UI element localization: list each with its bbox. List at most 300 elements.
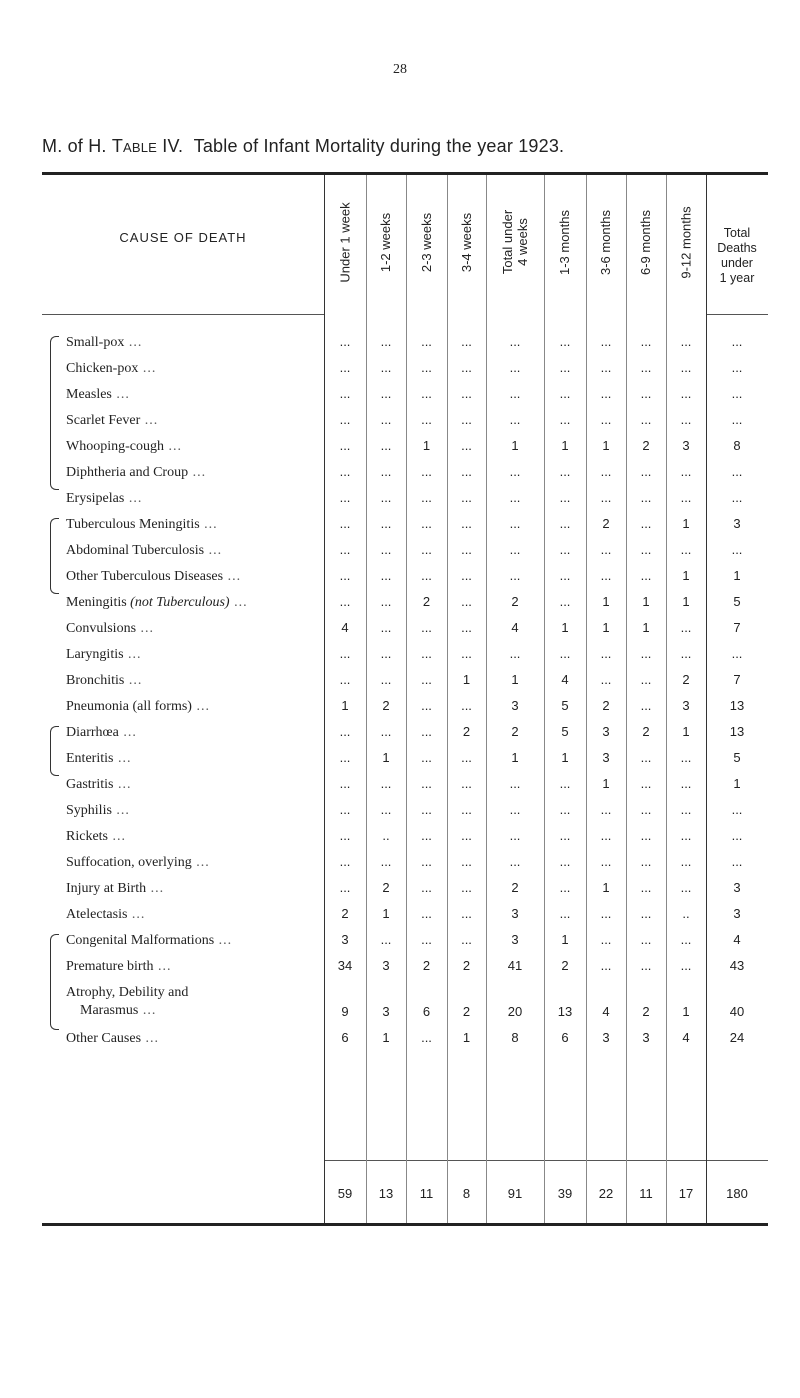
table-cell: ...	[421, 854, 432, 869]
table-cell: ...	[461, 802, 472, 817]
table-cell: ...	[680, 334, 692, 349]
table-cell: ...	[559, 854, 571, 869]
table-cell: ...	[509, 516, 521, 531]
table-cell: ...	[421, 516, 432, 531]
table-cell: 24	[729, 1030, 745, 1045]
table-cell: 2	[602, 698, 610, 713]
row-cause-label	[66, 1030, 322, 1048]
table-cell: ...	[380, 802, 392, 817]
column-header	[366, 178, 406, 306]
column-header-label	[599, 209, 614, 274]
table-cell: 4	[682, 1030, 690, 1045]
table-cell: 13	[729, 698, 745, 713]
table-cell: 2	[511, 880, 519, 895]
table-cell: ...	[421, 568, 432, 583]
table-cell: ...	[461, 360, 472, 375]
table-cell: ...	[509, 490, 521, 505]
row-cause-label	[66, 412, 322, 430]
cause-name: Rickets	[66, 829, 108, 844]
table-cell: 40	[729, 1004, 745, 1019]
table-cell: 5	[561, 724, 569, 739]
table-cell: ...	[559, 776, 571, 791]
table-cell: ...	[640, 958, 652, 973]
cause-name: Bronchitis	[66, 673, 125, 688]
table-cell: ...	[339, 750, 351, 765]
table-cell: 2	[511, 594, 519, 609]
table-cell: ...	[680, 464, 692, 479]
table-cell: 3	[733, 516, 741, 531]
table-cell: 4	[341, 620, 349, 635]
column-header-line: 2-3 weeks	[419, 212, 434, 272]
table-cell: ...	[731, 334, 743, 349]
table-cell: ...	[559, 386, 571, 401]
leader-dots: ...	[153, 959, 172, 974]
table-cell: ...	[421, 880, 432, 895]
leader-dots: ...	[113, 777, 132, 792]
table-cell: 5	[561, 698, 569, 713]
table-cell: ...	[600, 386, 612, 401]
leader-dots: ...	[191, 699, 210, 714]
leader-dots: ...	[229, 595, 248, 610]
table-cell: ...	[600, 672, 612, 687]
table-cell: ...	[640, 334, 652, 349]
table-cell: ...	[600, 360, 612, 375]
table-cell: ...	[640, 672, 652, 687]
table-cell: ...	[339, 412, 351, 427]
table-cell: ...	[640, 490, 652, 505]
table-cell: ...	[339, 672, 351, 687]
row-cause-label	[66, 776, 322, 794]
table-cell: ...	[680, 776, 692, 791]
cause-name: Injury at Birth	[66, 881, 147, 896]
total-cell: 17	[678, 1186, 694, 1201]
cause-name: Laryngitis	[66, 647, 124, 662]
table-cell: ...	[380, 594, 392, 609]
table-cell: ...	[680, 646, 692, 661]
table-cell: ...	[559, 464, 571, 479]
table-cell: 1	[602, 620, 610, 635]
table-cell: ...	[559, 880, 571, 895]
table-cell: ...	[509, 646, 521, 661]
table-cell: ...	[640, 828, 652, 843]
table-cell: 41	[507, 958, 523, 973]
table-cell: ...	[421, 542, 432, 557]
row-cause-label	[66, 932, 322, 950]
table-cell: 2	[422, 958, 431, 973]
table-cell: 2	[462, 724, 471, 739]
table-cell: 4	[511, 620, 519, 635]
header-underline-cause	[42, 314, 324, 315]
row-cause-label	[66, 334, 322, 352]
table-cell: ...	[559, 360, 571, 375]
table-cell: ...	[509, 854, 521, 869]
table-cell: ...	[339, 594, 351, 609]
table-cell: ...	[600, 854, 612, 869]
cause-name: Measles	[66, 387, 112, 402]
table-cell: ...	[380, 620, 392, 635]
cause-name: Chicken-pox	[66, 361, 139, 376]
table-cell: ...	[600, 646, 612, 661]
column-header-line: 4 weeks	[515, 218, 531, 266]
table-cell: 1	[382, 750, 390, 765]
column-header-line: 3-6 months	[598, 209, 614, 275]
cause-name: Other Causes	[66, 1031, 142, 1046]
table-cell: 1	[682, 568, 690, 583]
table-cell: 3	[602, 724, 610, 739]
table-cell: ...	[680, 412, 692, 427]
table-cell: 1	[561, 750, 569, 765]
table-cell: ...	[559, 516, 571, 531]
table-cell: 1	[561, 620, 569, 635]
leader-dots: ...	[163, 439, 182, 454]
cause-name: Enteritis	[66, 751, 114, 766]
table-cell: 1	[422, 438, 431, 453]
table-cell: 2	[642, 438, 650, 453]
total-cell: 59	[337, 1186, 353, 1201]
column-header-line: 1-2 weeks	[378, 212, 394, 272]
group-bracket	[50, 726, 59, 776]
leader-dots: ...	[108, 829, 126, 844]
table-cell: ...	[640, 750, 652, 765]
column-header	[544, 178, 586, 306]
table-cell: 1	[602, 438, 610, 453]
table-cell: ...	[380, 568, 392, 583]
column-header-line: 3-4 weeks	[459, 212, 474, 272]
table-cell: 1	[602, 880, 610, 895]
table-cell: 4	[602, 1004, 610, 1019]
table-cell: ...	[509, 360, 521, 375]
row-cause-label	[66, 672, 322, 690]
cause-name: Congenital Malformations	[66, 933, 215, 948]
table-cell: ...	[731, 542, 743, 557]
table-cell: 2	[382, 880, 390, 895]
column-header-line: 6-9 months	[638, 209, 654, 275]
table-cell: 13	[557, 1004, 573, 1019]
table-cell: ...	[380, 932, 392, 947]
column-header	[666, 178, 706, 306]
group-bracket	[50, 934, 59, 1030]
cause-name: Atrophy, Debility and	[66, 985, 189, 1000]
column-header	[447, 178, 486, 306]
table-cell: ...	[640, 542, 652, 557]
table-bottom-rule	[42, 1223, 768, 1226]
cause-name: Gastritis	[66, 777, 114, 792]
column-header-label	[338, 202, 353, 282]
row-cause-label	[66, 646, 322, 664]
column-header-label	[558, 209, 573, 274]
table-cell: ...	[461, 646, 472, 661]
table-cell: 1	[682, 1004, 690, 1019]
leader-dots: ...	[140, 413, 159, 428]
row-cause-label	[66, 594, 322, 612]
table-cell: 1	[382, 906, 390, 921]
table-cell: ...	[640, 802, 652, 817]
table-cell: 6	[341, 1030, 349, 1045]
cause-name: Pneumonia (all forms)	[66, 699, 192, 714]
table-cell: 1	[341, 698, 349, 713]
table-cell: 8	[733, 438, 741, 453]
column-header-line: 9-12 months	[678, 205, 694, 279]
leader-dots: ...	[127, 907, 146, 922]
table-cell: 3	[602, 750, 610, 765]
cause-name: Premature birth	[66, 959, 154, 974]
table-cell: ...	[559, 412, 571, 427]
table-cell: ...	[731, 828, 743, 843]
leader-dots: ...	[138, 361, 157, 376]
table-cell: ...	[600, 542, 612, 557]
table-cell: ...	[731, 386, 743, 401]
table-cell: ...	[461, 568, 472, 583]
table-cell: ...	[731, 854, 743, 869]
row-cause-label	[66, 568, 322, 586]
table-cell: ...	[640, 568, 652, 583]
table-cell: 2	[341, 906, 349, 921]
row-cause-label	[66, 386, 322, 404]
table-cell: ...	[461, 412, 472, 427]
table-cell: ...	[731, 802, 743, 817]
table-cell: ...	[461, 750, 472, 765]
row-cause-label	[66, 880, 322, 898]
table-cell: 5	[733, 594, 741, 609]
table-cell: ...	[461, 464, 472, 479]
table-cell: ...	[339, 334, 351, 349]
table-cell: ...	[509, 776, 521, 791]
table-cell: ...	[380, 360, 392, 375]
table-cell: ..	[382, 828, 390, 843]
table-cell: ...	[461, 828, 472, 843]
table-cell: ...	[461, 386, 472, 401]
row-cause-label	[66, 516, 322, 534]
table-cell: 2	[422, 594, 431, 609]
table-cell: 3	[511, 932, 519, 947]
table-cell: ...	[380, 516, 392, 531]
table-cell: ...	[421, 1030, 432, 1045]
table-cell: ...	[509, 412, 521, 427]
table-cell: ...	[339, 880, 351, 895]
column-header	[626, 178, 666, 306]
table-cell: ...	[339, 646, 351, 661]
cause-name-continued: Marasmus	[80, 1003, 139, 1018]
column-header	[586, 178, 626, 306]
table-cell: ...	[509, 542, 521, 557]
table-cell: 1	[462, 1030, 471, 1045]
table-cell: 7	[733, 672, 741, 687]
table-cell: ...	[559, 646, 571, 661]
total-cell: 13	[378, 1186, 394, 1201]
table-cell: ...	[640, 932, 652, 947]
table-cell: ...	[640, 360, 652, 375]
table-cell: 3	[642, 1030, 650, 1045]
leader-dots: ...	[214, 933, 233, 948]
table-cell: ...	[421, 750, 432, 765]
table-cell: ...	[680, 958, 692, 973]
total-header-line3: under	[721, 256, 753, 270]
leader-dots: ...	[123, 647, 142, 662]
leader-dots: ...	[136, 621, 155, 636]
table-cell: 1	[642, 594, 650, 609]
group-bracket	[50, 336, 59, 490]
table-cell: ...	[731, 646, 743, 661]
table-cell: 13	[729, 724, 745, 739]
table-cell: ...	[461, 334, 472, 349]
table-cell: ...	[461, 438, 472, 453]
table-cell: 2	[682, 672, 690, 687]
table-cell: ...	[559, 802, 571, 817]
table-cell: ...	[680, 932, 692, 947]
table-cell: ...	[339, 776, 351, 791]
table-cell: 5	[733, 750, 741, 765]
cause-name: Diphtheria and Croup	[66, 465, 189, 480]
row-cause-label	[66, 438, 322, 456]
table-cell: ...	[559, 594, 571, 609]
table-cell: ...	[421, 776, 432, 791]
table-cell: ...	[461, 906, 472, 921]
table-cell: 3	[341, 932, 349, 947]
table-cell: ...	[421, 334, 432, 349]
leader-dots: ...	[141, 1031, 160, 1046]
leader-dots: ...	[138, 1003, 157, 1018]
table-cell: 3	[733, 880, 741, 895]
table-cell: ...	[461, 776, 472, 791]
table-cell: ...	[380, 646, 392, 661]
table-cell: ...	[559, 828, 571, 843]
row-cause-label	[66, 828, 322, 846]
caption-prefix: M. of H.	[42, 136, 107, 156]
table-cell: ...	[559, 568, 571, 583]
table-caption	[42, 136, 782, 157]
leader-dots: ...	[191, 855, 210, 870]
table-cell: ...	[600, 828, 612, 843]
table-cell: ...	[461, 490, 472, 505]
table-cell: 43	[729, 958, 745, 973]
table-cell: ...	[380, 776, 392, 791]
table-cell: ...	[421, 360, 432, 375]
table-cell: 2	[382, 698, 390, 713]
table-cell: ...	[600, 906, 612, 921]
caption-table-word: Table	[111, 136, 158, 156]
table-cell: 1	[733, 568, 741, 583]
table-cell: 1	[642, 620, 650, 635]
table-cell: ...	[640, 386, 652, 401]
row-cause-label	[66, 984, 322, 1020]
total-cell: 39	[557, 1186, 573, 1201]
table-cell: ...	[380, 724, 392, 739]
cause-name: Suffocation, overlying	[66, 855, 192, 870]
table-cell: ...	[600, 568, 612, 583]
table-cell: ...	[339, 828, 351, 843]
table-cell: ...	[559, 542, 571, 557]
table-cell: ...	[680, 490, 692, 505]
table-cell: ...	[461, 698, 472, 713]
column-header-label	[459, 212, 474, 271]
row-cause-label	[66, 360, 322, 378]
table-cell: ...	[600, 490, 612, 505]
row-cause-label	[66, 490, 322, 508]
header-underline-total	[706, 314, 768, 315]
column-header-label	[639, 209, 654, 274]
table-cell: ...	[380, 854, 392, 869]
leader-dots: ...	[111, 803, 130, 818]
leader-dots: ...	[124, 491, 143, 506]
cause-of-death-header: CAUSE OF DEATH	[119, 230, 247, 245]
leader-dots: ...	[146, 881, 165, 896]
table-cell: ...	[731, 412, 743, 427]
table-top-rule	[42, 172, 768, 175]
table-cell: ...	[380, 490, 392, 505]
table-cell: ...	[559, 490, 571, 505]
table-cell: 2	[642, 1004, 650, 1019]
leader-dots: ...	[124, 673, 143, 688]
table-cell: ...	[461, 620, 472, 635]
row-cause-label	[66, 698, 322, 716]
table-cell: ...	[421, 932, 432, 947]
column-header-label	[679, 206, 694, 278]
table-cell: 3	[382, 1004, 390, 1019]
table-cell: ...	[640, 880, 652, 895]
table-cell: 34	[337, 958, 353, 973]
table-cell: ...	[600, 412, 612, 427]
table-cell: ...	[509, 568, 521, 583]
row-cause-label	[66, 906, 322, 924]
leader-dots: ...	[199, 517, 218, 532]
table-cell: 2	[462, 1004, 471, 1019]
total-cell: 11	[639, 1186, 653, 1201]
table-cell: 3	[511, 906, 519, 921]
column-header-line: 1-3 months	[557, 209, 573, 275]
cause-name: Diarrhœa	[66, 725, 119, 740]
table-cell: ...	[339, 438, 351, 453]
table-cell: ...	[339, 724, 351, 739]
cause-name: Abdominal Tuberculosis	[66, 543, 205, 558]
leader-dots: ...	[223, 569, 242, 584]
table-cell: 8	[511, 1030, 519, 1045]
row-cause-label	[66, 750, 322, 768]
table-cell: ...	[600, 932, 612, 947]
table-cell: 1	[511, 750, 519, 765]
table-cell: 3	[682, 438, 690, 453]
table-cell: ...	[680, 542, 692, 557]
table-cell: ...	[421, 906, 432, 921]
table-cell: ...	[640, 698, 652, 713]
leader-dots: ...	[188, 465, 207, 480]
cause-qualifier: (not Tuberculous)	[126, 595, 230, 610]
column-header-line: Total under	[500, 209, 516, 275]
table-cell: ...	[339, 386, 351, 401]
table-cell: 2	[511, 724, 519, 739]
table-cell: ...	[509, 828, 521, 843]
table-cell: 1	[511, 672, 519, 687]
column-header-label	[379, 212, 394, 271]
table-cell: 3	[733, 906, 741, 921]
caption-title: Table of Infant Mortality during the year 1923.	[193, 136, 565, 156]
table-cell: ...	[680, 386, 692, 401]
table-cell: 1	[561, 932, 569, 947]
cause-name: Whooping-cough	[66, 439, 164, 454]
cause-name: Convulsions	[66, 621, 137, 636]
table-cell: 1	[462, 672, 471, 687]
total-cell: 22	[598, 1186, 614, 1201]
table-cell: ...	[339, 802, 351, 817]
cause-name: Tuberculous Meningitis	[66, 517, 200, 532]
leader-dots: ...	[113, 751, 132, 766]
table-cell: ...	[640, 646, 652, 661]
total-deaths-header	[706, 226, 768, 286]
row-cause-label	[66, 958, 322, 976]
table-cell: ...	[339, 854, 351, 869]
table-cell: ...	[380, 386, 392, 401]
leader-dots: ...	[124, 335, 143, 350]
table-cell: 2	[602, 516, 610, 531]
